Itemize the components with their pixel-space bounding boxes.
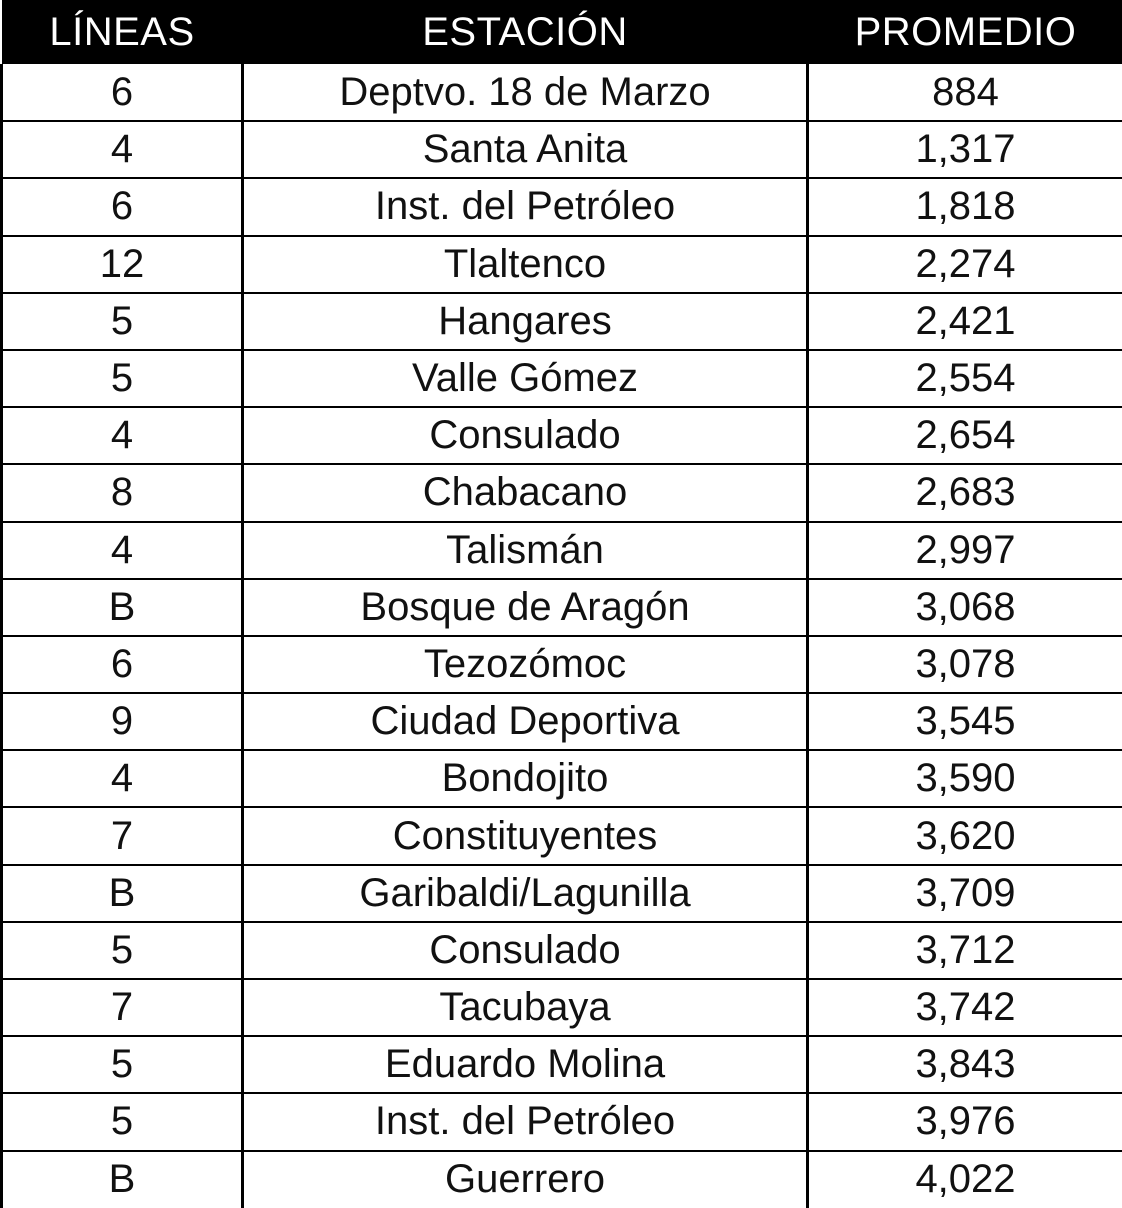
cell-estacion: Inst. del Petróleo (243, 178, 808, 235)
cell-promedio: 3,976 (808, 1093, 1122, 1150)
table-row (2, 178, 1122, 235)
table-row (2, 579, 1122, 636)
cell-promedio: 3,742 (808, 979, 1122, 1036)
table-row (2, 407, 1122, 464)
cell-promedio: 2,683 (808, 464, 1122, 521)
cell-linea: 6 (2, 636, 243, 693)
cell-promedio: 2,274 (808, 236, 1122, 293)
cell-linea: 9 (2, 693, 243, 750)
cell-estacion: Eduardo Molina (243, 1036, 808, 1093)
table-row (2, 922, 1122, 979)
cell-linea: 4 (2, 522, 243, 579)
cell-linea: 6 (2, 64, 243, 121)
cell-promedio: 3,712 (808, 922, 1122, 979)
cell-estacion: Chabacano (243, 464, 808, 521)
cell-estacion: Deptvo. 18 de Marzo (243, 64, 808, 121)
cell-linea: 4 (2, 407, 243, 464)
cell-linea: B (2, 579, 243, 636)
table-row (2, 979, 1122, 1036)
header-estacion: ESTACIÓN (243, 0, 808, 64)
table-row (2, 1093, 1122, 1150)
cell-linea: B (2, 1151, 243, 1208)
cell-linea: 5 (2, 922, 243, 979)
cell-promedio: 2,997 (808, 522, 1122, 579)
cell-estacion: Tlaltenco (243, 236, 808, 293)
cell-estacion: Bosque de Aragón (243, 579, 808, 636)
table-body (2, 64, 1122, 1208)
cell-linea: 5 (2, 350, 243, 407)
cell-linea: 7 (2, 979, 243, 1036)
table-row (2, 464, 1122, 521)
cell-estacion: Inst. del Petróleo (243, 1093, 808, 1150)
cell-linea: 4 (2, 121, 243, 178)
cell-estacion: Valle Gómez (243, 350, 808, 407)
table-row (2, 64, 1122, 121)
table-row (2, 121, 1122, 178)
cell-estacion: Talismán (243, 522, 808, 579)
cell-promedio: 2,421 (808, 293, 1122, 350)
cell-estacion: Consulado (243, 407, 808, 464)
cell-estacion: Garibaldi/Lagunilla (243, 865, 808, 922)
cell-estacion: Guerrero (243, 1151, 808, 1208)
cell-promedio: 3,843 (808, 1036, 1122, 1093)
cell-promedio: 3,709 (808, 865, 1122, 922)
cell-linea: 5 (2, 1093, 243, 1150)
cell-linea: 8 (2, 464, 243, 521)
table-row (2, 693, 1122, 750)
cell-linea: 5 (2, 293, 243, 350)
table-row (2, 807, 1122, 864)
cell-estacion: Ciudad Deportiva (243, 693, 808, 750)
table-row (2, 522, 1122, 579)
cell-promedio: 2,554 (808, 350, 1122, 407)
cell-linea: 6 (2, 178, 243, 235)
cell-promedio: 3,068 (808, 579, 1122, 636)
cell-promedio: 1,818 (808, 178, 1122, 235)
table-row (2, 865, 1122, 922)
table-row (2, 750, 1122, 807)
cell-linea: 12 (2, 236, 243, 293)
table-row (2, 636, 1122, 693)
cell-promedio: 2,654 (808, 407, 1122, 464)
cell-promedio: 884 (808, 64, 1122, 121)
cell-estacion: Constituyentes (243, 807, 808, 864)
cell-linea: B (2, 865, 243, 922)
table-row (2, 350, 1122, 407)
cell-estacion: Tezozómoc (243, 636, 808, 693)
cell-promedio: 3,078 (808, 636, 1122, 693)
header-lineas: LÍNEAS (2, 0, 243, 64)
cell-promedio: 3,620 (808, 807, 1122, 864)
cell-estacion: Tacubaya (243, 979, 808, 1036)
cell-estacion: Bondojito (243, 750, 808, 807)
header-promedio: PROMEDIO (808, 0, 1122, 64)
cell-estacion: Consulado (243, 922, 808, 979)
cell-estacion: Santa Anita (243, 121, 808, 178)
header-row (2, 0, 1122, 64)
cell-promedio: 4,022 (808, 1151, 1122, 1208)
cell-promedio: 3,590 (808, 750, 1122, 807)
cell-promedio: 1,317 (808, 121, 1122, 178)
table-row (2, 1036, 1122, 1093)
cell-linea: 4 (2, 750, 243, 807)
cell-estacion: Hangares (243, 293, 808, 350)
cell-promedio: 3,545 (808, 693, 1122, 750)
table-row (2, 236, 1122, 293)
cell-linea: 5 (2, 1036, 243, 1093)
table-row (2, 1151, 1122, 1208)
table-row (2, 293, 1122, 350)
cell-linea: 7 (2, 807, 243, 864)
